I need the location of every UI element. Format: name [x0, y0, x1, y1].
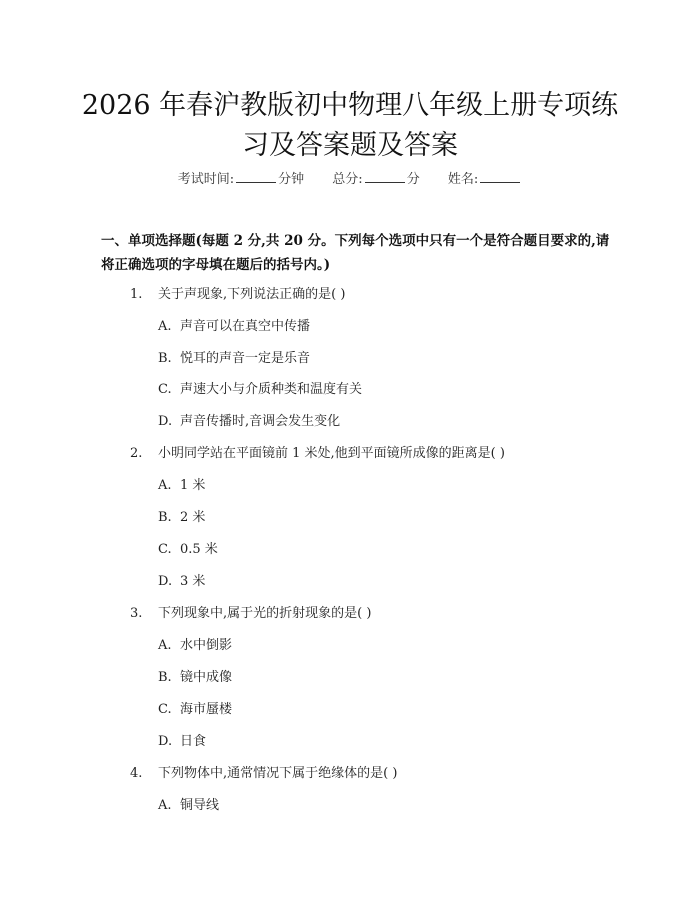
question-4 — [130, 762, 397, 781]
total-score-blank — [365, 170, 405, 183]
question-text: 下列现象中,属于光的折射现象的是( ) — [158, 606, 372, 621]
student-name-label: 姓名: — [447, 172, 479, 187]
question-3 — [130, 602, 371, 621]
option-letter: A. — [158, 638, 172, 653]
option-letter: C. — [158, 382, 172, 397]
option-item — [158, 698, 232, 717]
option-item — [158, 634, 232, 653]
option-letter: B. — [158, 670, 172, 685]
option-letter: A. — [158, 798, 172, 813]
option-text: 2 米 — [180, 510, 206, 525]
exam-info-row — [0, 168, 700, 187]
option-item — [158, 730, 206, 749]
exam-time-blank — [236, 170, 276, 183]
option-letter: D. — [158, 414, 173, 429]
option-letter: D. — [158, 574, 173, 589]
question-number: 2. — [130, 446, 143, 461]
option-item — [158, 506, 205, 525]
option-item — [158, 666, 232, 685]
option-text: 铜导线 — [180, 798, 220, 813]
option-item — [158, 794, 219, 813]
option-text: 悦耳的声音一定是乐音 — [180, 351, 311, 366]
question-2 — [130, 442, 505, 461]
option-letter: B. — [158, 351, 172, 366]
total-score-field — [332, 168, 419, 187]
question-1 — [130, 283, 345, 302]
option-text: 声速大小与介质种类和温度有关 — [180, 382, 363, 397]
option-letter: C. — [158, 542, 172, 557]
option-letter: D. — [158, 734, 173, 749]
option-text: 日食 — [180, 734, 207, 749]
document-title — [60, 86, 640, 166]
option-text: 1 米 — [180, 478, 206, 493]
option-text: 镜中成像 — [180, 670, 233, 685]
option-text: 水中倒影 — [180, 638, 233, 653]
option-letter: A. — [158, 478, 172, 493]
option-item — [158, 347, 310, 366]
option-text: 声音可以在真空中传播 — [180, 319, 311, 334]
option-item — [158, 315, 310, 334]
question-text: 下列物体中,通常情况下属于绝缘体的是( ) — [158, 766, 398, 781]
title-line-1: 2026 年春沪教版初中物理八年级上册专项练 — [81, 90, 619, 121]
option-item — [158, 378, 362, 397]
question-number: 1. — [130, 287, 143, 302]
option-text: 声音传播时,音调会发生变化 — [180, 414, 341, 429]
question-number: 3. — [130, 606, 143, 621]
option-letter: A. — [158, 319, 172, 334]
option-text: 0.5 米 — [180, 542, 218, 557]
title-line-2: 习及答案题及答案 — [242, 130, 458, 161]
option-text: 3 米 — [180, 574, 206, 589]
student-name-field — [448, 168, 522, 187]
total-score-label: 总分: — [332, 172, 363, 187]
total-score-unit: 分 — [406, 172, 420, 187]
option-letter: C. — [158, 702, 172, 717]
option-item — [158, 474, 205, 493]
option-text: 海市蜃楼 — [180, 702, 233, 717]
section-heading: 一、单项选择题(每题 2 分,共 20 分。下列每个选项中只有一个是符合题目要求的,请将正确选项的字母填在题后的括号内。) — [101, 233, 610, 273]
exam-time-unit: 分钟 — [278, 172, 305, 187]
question-text: 小明同学站在平面镜前 1 米处,他到平面镜所成像的距离是( ) — [158, 446, 505, 461]
exam-time-field — [178, 168, 304, 187]
exam-time-label: 考试时间: — [177, 172, 235, 187]
student-name-blank — [480, 170, 520, 183]
question-text: 关于声现象,下列说法正确的是( ) — [158, 287, 346, 302]
option-item — [158, 570, 205, 589]
option-item — [158, 410, 340, 429]
option-letter: B. — [158, 510, 172, 525]
option-item — [158, 538, 218, 557]
question-number: 4. — [130, 766, 143, 781]
